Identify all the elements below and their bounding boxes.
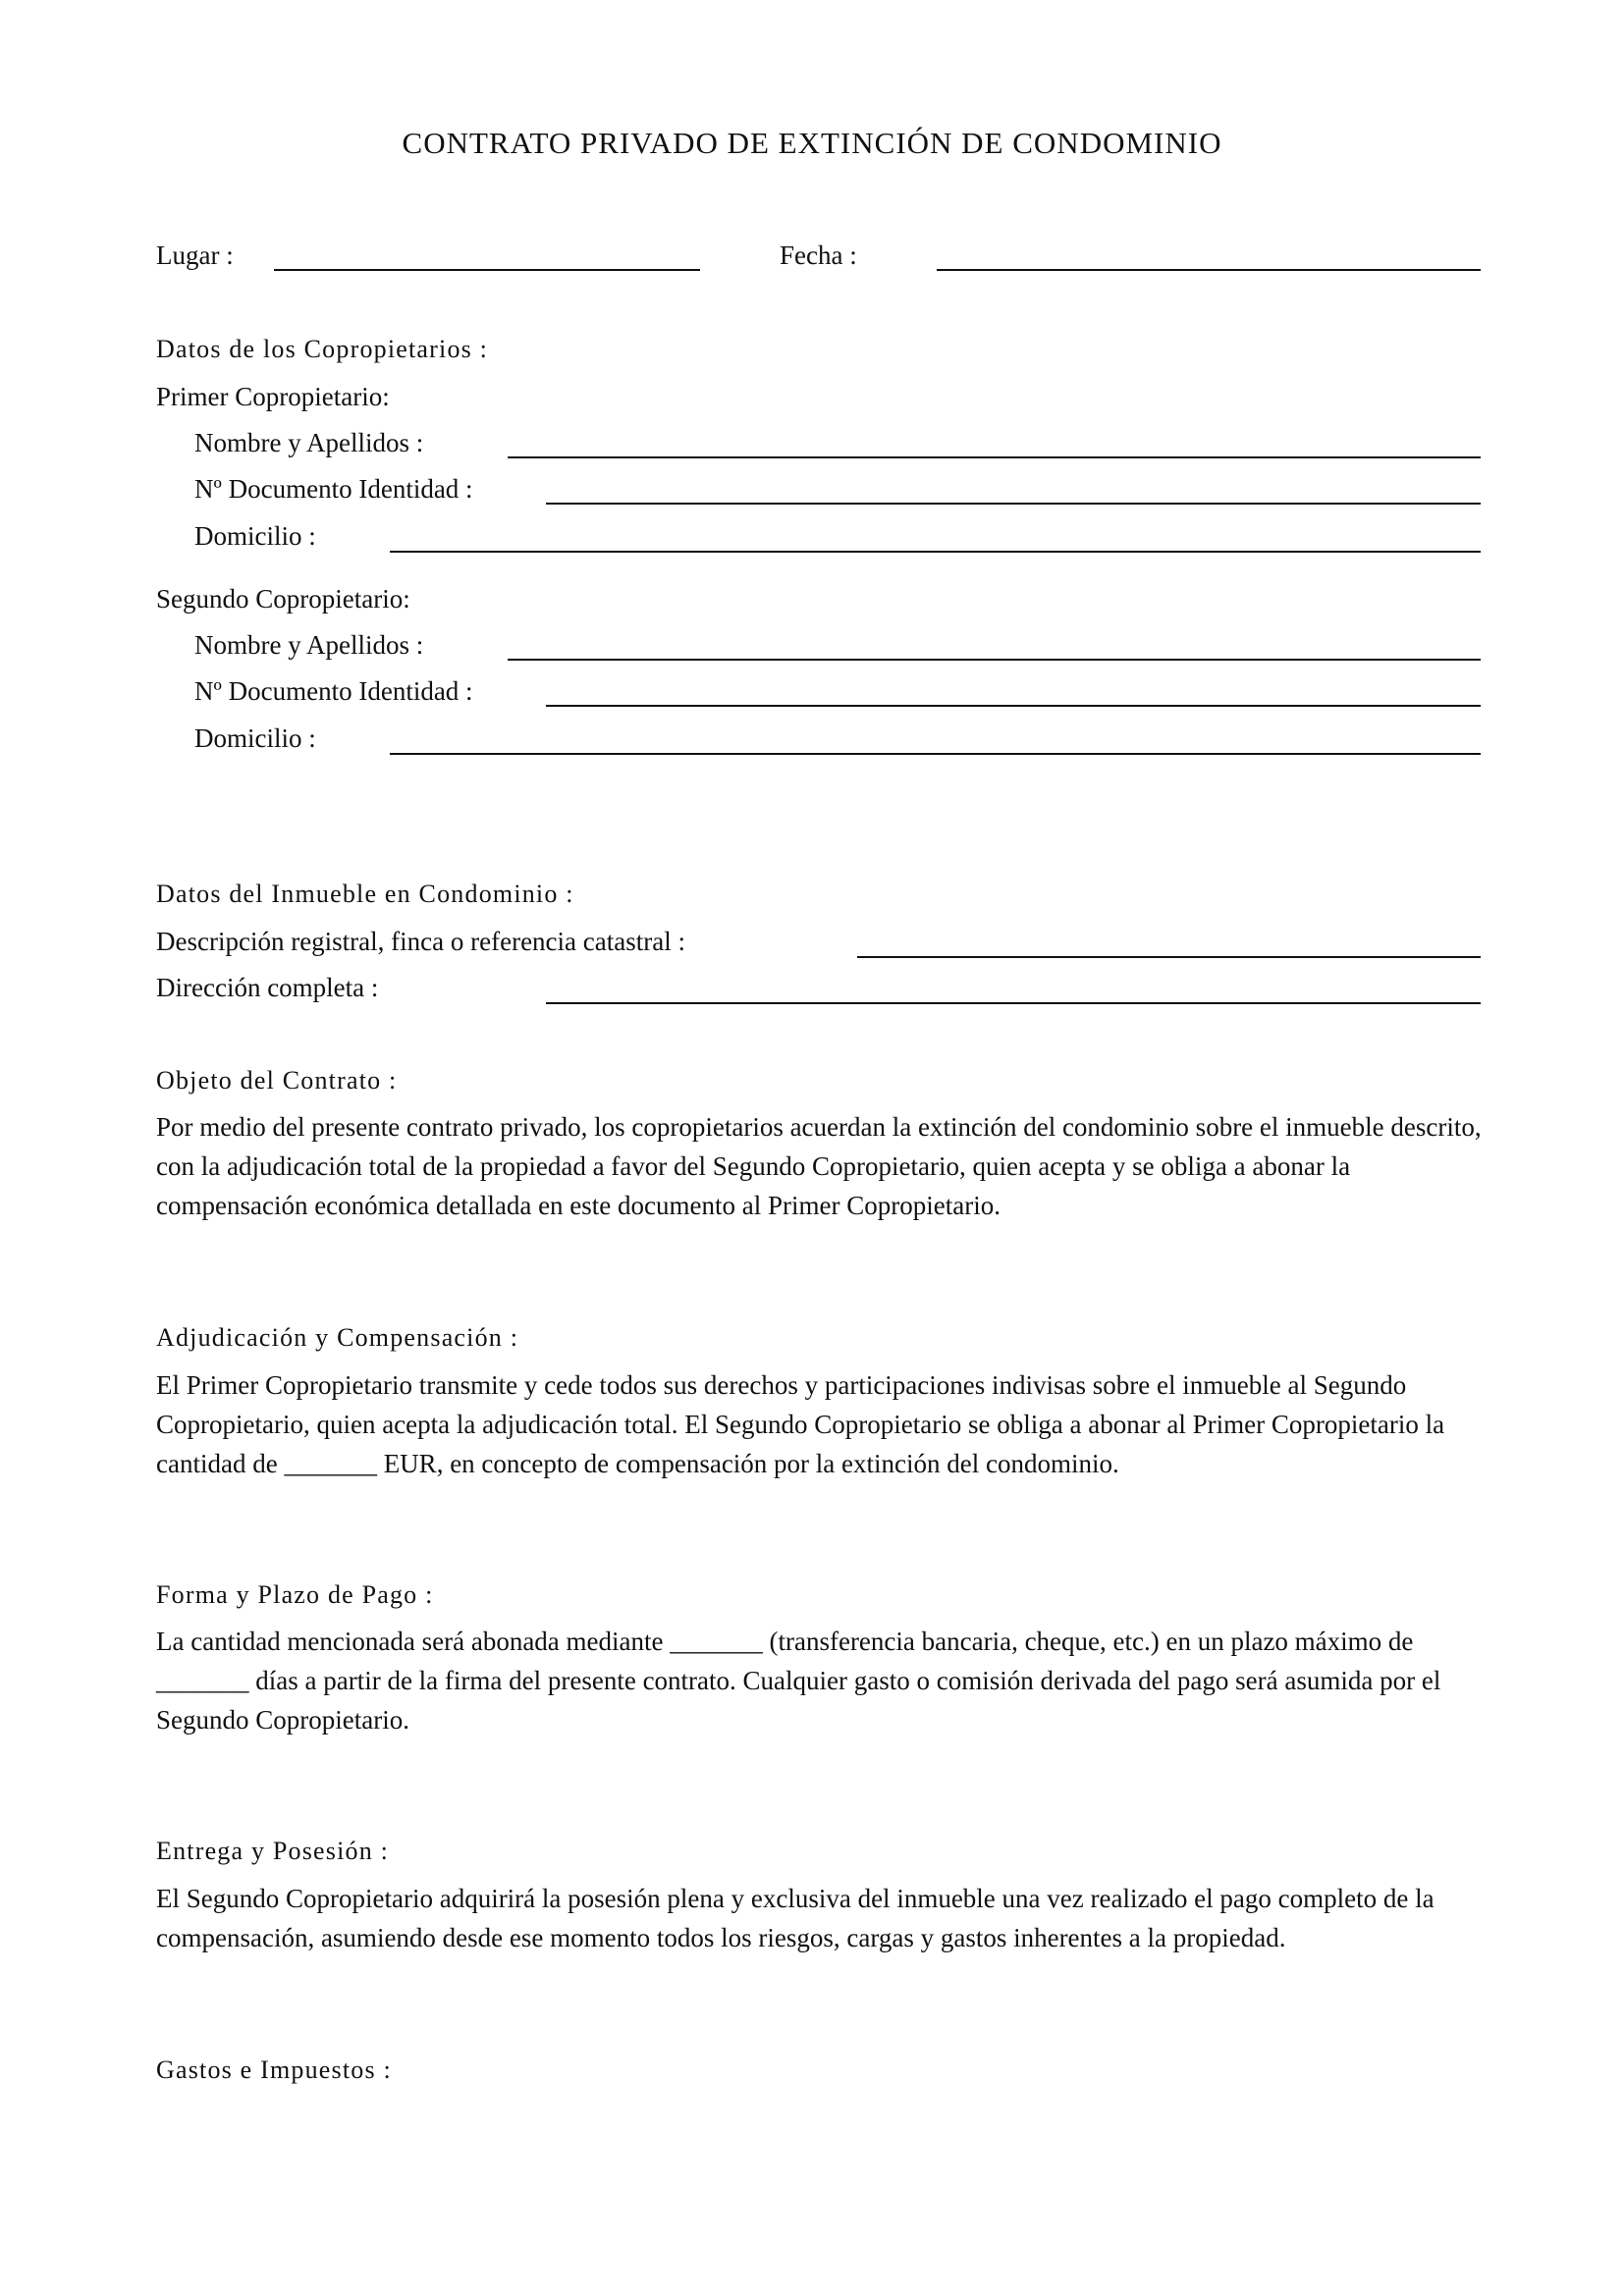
pago-text: La cantidad mencionada será abonada mediante _______ (transferencia bancaria, cheque, etc.) en un plazo máximo de _______ días a partir de la firma del presente contrato. Cualquier gasto o comisión derivada del pago será asumida por el Segundo Copropietario. [156, 1627, 1441, 1735]
adjudicacion-text: El Primer Copropietario transmite y cede todos sus derechos y participaciones indivisas sobre el inmueble al Segundo Copropietario, quien acepta la adjudicación total. El Segundo Copropietario se obliga a abonar al Primer Copropietario la cantidad de _______ EUR, en concepto de compensación por la extinción del condominio. [156, 1370, 1445, 1478]
primer-domicilio-field[interactable] [390, 551, 1481, 553]
direccion-field[interactable] [546, 1002, 1481, 1004]
segundo-documento-label: Nº Documento Identidad : [194, 676, 473, 706]
segundo-nombre-label: Nombre y Apellidos : [194, 630, 424, 660]
primer-copropietario-label: Primer Copropietario: [156, 382, 390, 411]
segundo-nombre-field[interactable] [508, 659, 1481, 661]
descripcion-field[interactable] [857, 956, 1481, 958]
primer-domicilio-label: Domicilio : [194, 521, 316, 551]
segundo-documento-field[interactable] [546, 705, 1481, 707]
inmueble-heading: Datos del Inmueble en Condominio : [156, 880, 574, 908]
adjudicacion-heading: Adjudicación y Compensación : [156, 1323, 519, 1352]
entrega-text: El Segundo Copropietario adquirirá la posesión plena y exclusiva del inmueble una vez realizado el pago completo de la compensación, asumiendo desde ese momento todos los riesgos, cargas y gastos inherentes a la propiedad. [156, 1884, 1435, 1952]
pago-heading: Forma y Plazo de Pago : [156, 1580, 434, 1609]
descripcion-label: Descripción registral, finca o referencia catastral : [156, 927, 685, 956]
gastos-heading: Gastos e Impuestos : [156, 2056, 392, 2084]
objeto-heading: Objeto del Contrato : [156, 1066, 398, 1095]
primer-nombre-field[interactable] [508, 456, 1481, 458]
fecha-field[interactable] [937, 269, 1481, 271]
primer-documento-label: Nº Documento Identidad : [194, 474, 473, 504]
segundo-copropietario-label: Segundo Copropietario: [156, 584, 410, 614]
segundo-domicilio-label: Domicilio : [194, 723, 316, 753]
primer-nombre-label: Nombre y Apellidos : [194, 428, 424, 457]
direccion-label: Dirección completa : [156, 973, 379, 1002]
segundo-domicilio-field[interactable] [390, 753, 1481, 755]
objeto-text: Por medio del presente contrato privado, los copropietarios acuerdan la extinción del condominio sobre el inmueble descrito, con la adjudicación total de la propiedad a favor del Segundo Copropietario, quien acepta y se obliga a abonar la compensación económica detallada en este documento al Primer Copropietario. [156, 1112, 1482, 1220]
coproprietarios-heading: Datos de los Copropietarios : [156, 335, 489, 363]
lugar-label: Lugar : [156, 240, 234, 270]
document-title: CONTRATO PRIVADO DE EXTINCIÓN DE CONDOMINIO [402, 126, 1222, 160]
fecha-label: Fecha : [780, 240, 857, 270]
lugar-field[interactable] [274, 269, 700, 271]
primer-documento-field[interactable] [546, 503, 1481, 505]
entrega-heading: Entrega y Posesión : [156, 1837, 390, 1865]
